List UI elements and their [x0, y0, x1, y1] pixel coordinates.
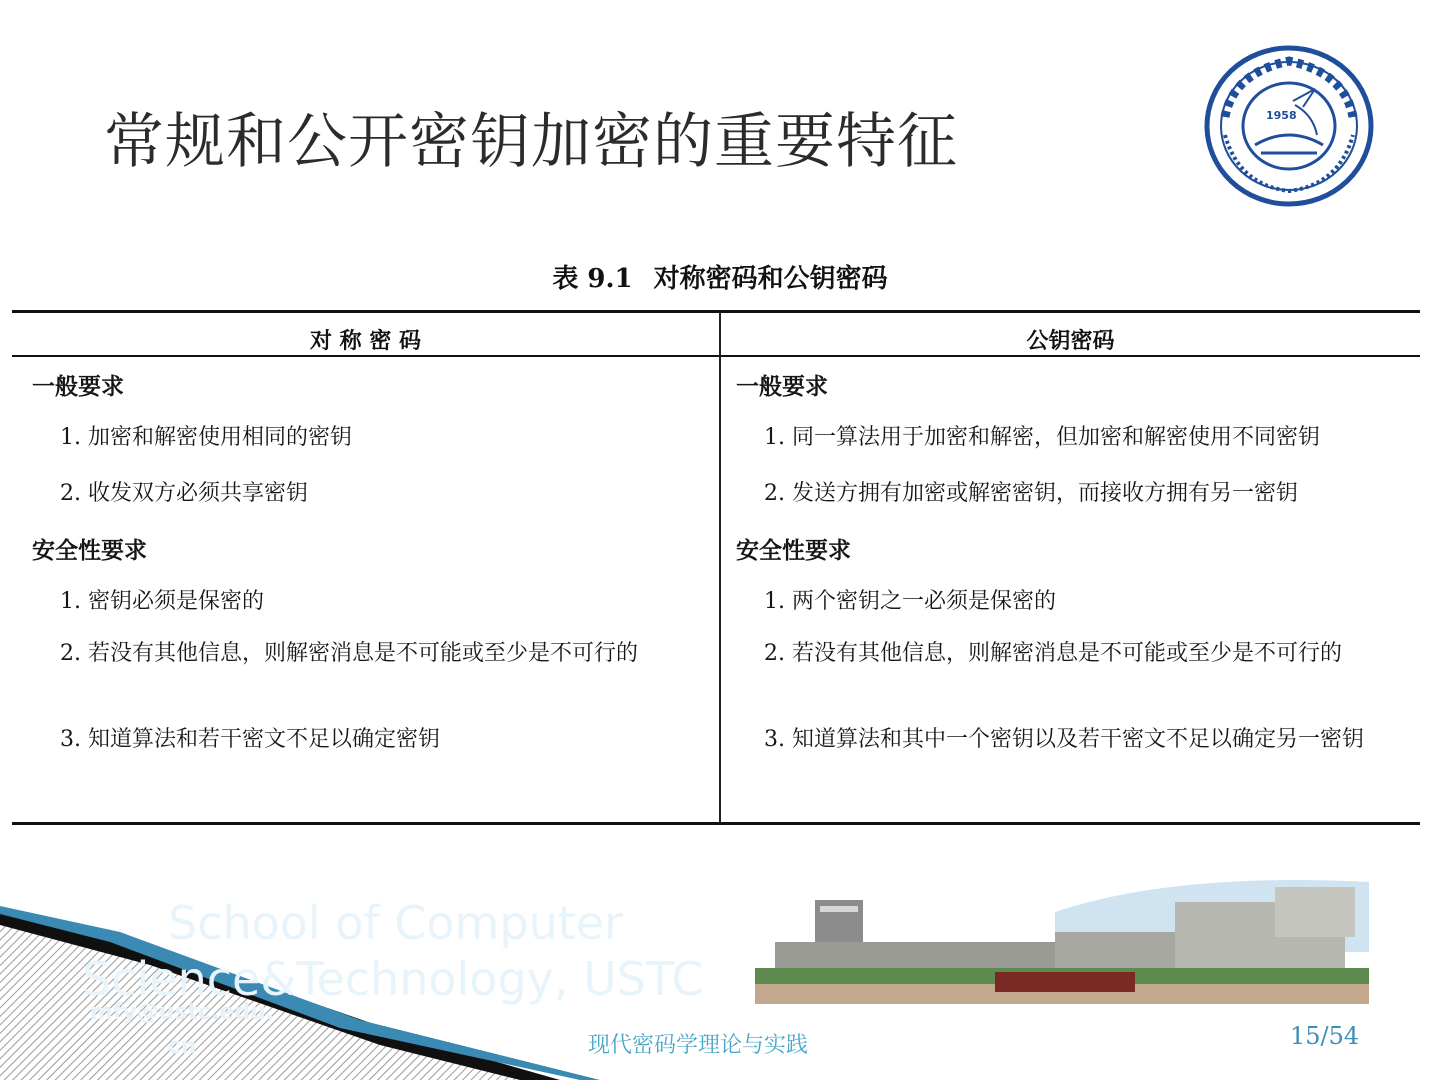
section-title: 一般要求	[32, 373, 124, 400]
list-item: 1. 加密和解密使用相同的密钥	[60, 425, 352, 450]
left-column-header: 对 称 密 码	[310, 328, 421, 354]
table-column-divider	[719, 312, 721, 822]
author-email: mfy@ustc.edu. cn	[89, 1000, 275, 1059]
table-caption-number: 表 9.1	[552, 264, 633, 294]
section-title: 安全性要求	[32, 537, 147, 564]
list-item: 1. 两个密钥之一必须是保密的	[764, 589, 1056, 614]
slide-title: 常规和公开密钥加密的重要特征	[104, 107, 958, 177]
table-top-rule	[12, 310, 1420, 313]
table-header-rule	[12, 355, 1420, 357]
school-name-line2: Science&Technology, USTC	[82, 952, 704, 1006]
section-title: 一般要求	[736, 373, 828, 400]
list-item: 3. 知道算法和若干密文不足以确定密钥	[60, 727, 440, 752]
list-item: 2. 发送方拥有加密或解密密钥，而接收方拥有另一密钥	[764, 481, 1298, 506]
page-number: 15/54	[1290, 1022, 1360, 1050]
ustc-logo	[1203, 45, 1375, 207]
campus-photo	[755, 872, 1369, 1006]
list-item: 3. 知道算法和其中一个密钥以及若干密文不足以确定另一密钥	[764, 727, 1364, 752]
symmetric-column	[32, 362, 702, 760]
table-caption-text: 对称密码和公钥密码	[653, 264, 888, 294]
table-caption	[0, 258, 1440, 295]
comparison-table	[12, 310, 1420, 828]
right-column-header: 公钥密码	[1026, 328, 1115, 354]
school-name-line1: School of Computer	[168, 896, 623, 950]
list-item: 2. 若没有其他信息，则解密消息是不可能或至少是不可行的	[764, 641, 1342, 666]
list-item: 2. 收发双方必须共享密钥	[60, 481, 308, 506]
public-key-column	[736, 362, 1408, 760]
list-item: 1. 同一算法用于加密和解密，但加密和解密使用不同密钥	[764, 425, 1320, 450]
section-title: 安全性要求	[736, 537, 851, 564]
course-name: 现代密码学理论与实践	[588, 1033, 809, 1058]
list-item: 1. 密钥必须是保密的	[60, 589, 264, 614]
table-bottom-rule	[12, 822, 1420, 825]
logo-year: 1958	[1266, 109, 1297, 122]
list-item: 2. 若没有其他信息，则解密消息是不可能或至少是不可行的	[60, 641, 638, 666]
